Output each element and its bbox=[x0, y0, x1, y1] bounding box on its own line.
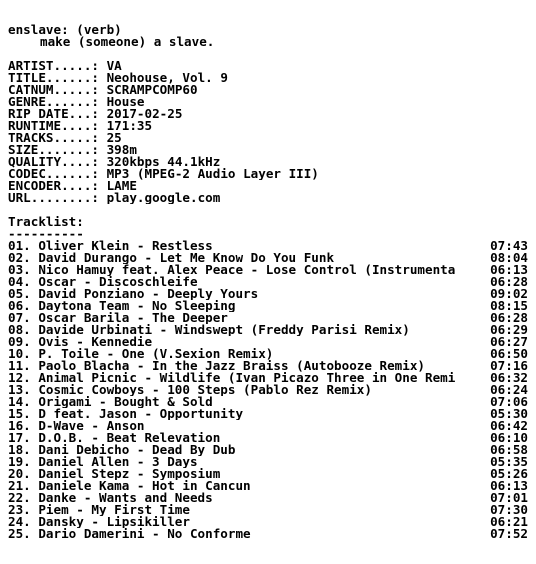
track-row bbox=[8, 528, 528, 540]
info-key: RUNTIME....: bbox=[8, 120, 99, 132]
track-duration: 06:58 bbox=[490, 442, 528, 457]
track-duration: 08:15 bbox=[490, 298, 528, 313]
tracklist-underline: ---------- bbox=[8, 228, 84, 240]
info-key: QUALITY....: bbox=[8, 156, 99, 168]
track-row bbox=[8, 516, 528, 528]
track-duration: 07:01 bbox=[490, 490, 528, 505]
release-info bbox=[8, 60, 528, 204]
info-value: LAME bbox=[106, 180, 137, 192]
track-duration: 06:28 bbox=[490, 310, 528, 325]
track-title: 05. David Ponziano - Deeply Yours bbox=[8, 288, 259, 300]
track-title: 13. Cosmic Cowboys - 100 Steps (Pablo Rez Remix) bbox=[8, 384, 372, 396]
track-duration: 06:32 bbox=[490, 370, 528, 385]
track-duration: 06:10 bbox=[490, 430, 528, 445]
track-row bbox=[8, 264, 528, 276]
track-row bbox=[8, 336, 528, 348]
track-row bbox=[8, 408, 528, 420]
track-title: 17. D.O.B. - Beat Relevation bbox=[8, 432, 221, 444]
track-duration: 06:50 bbox=[490, 346, 528, 361]
track-title: 04. Oscar - Discoschleife bbox=[8, 276, 198, 288]
spacer bbox=[8, 48, 528, 60]
track-row bbox=[8, 444, 528, 456]
info-key: CATNUM.....: bbox=[8, 84, 99, 96]
track-title: 24. Dansky - Lipsikiller bbox=[8, 516, 190, 528]
track-row bbox=[8, 276, 528, 288]
track-row bbox=[8, 384, 528, 396]
track-title: 22. Danke - Wants and Needs bbox=[8, 492, 213, 504]
track-duration: 05:26 bbox=[490, 466, 528, 481]
info-row bbox=[8, 96, 528, 108]
track-duration: 07:43 bbox=[490, 238, 528, 253]
track-title: 16. D-Wave - Anson bbox=[8, 420, 145, 432]
track-title: 09. Ovis - Kennedie bbox=[8, 336, 153, 348]
info-row bbox=[8, 144, 528, 156]
info-row bbox=[8, 60, 528, 72]
info-key: URL........: bbox=[8, 192, 99, 204]
track-title: 14. Origami - Bought & Sold bbox=[8, 396, 213, 408]
info-value: 398m bbox=[106, 144, 137, 156]
info-row bbox=[8, 108, 528, 120]
track-title: 08. Davide Urbinati - Windswept (Freddy Parisi Remix) bbox=[8, 324, 410, 336]
track-duration: 06:29 bbox=[490, 322, 528, 337]
track-title: 07. Oscar Barila - The Deeper bbox=[8, 312, 228, 324]
info-key: TITLE......: bbox=[8, 72, 99, 84]
track-duration: 08:04 bbox=[490, 250, 528, 265]
track-title: 19. Daniel Allen - 3 Days bbox=[8, 456, 198, 468]
info-value: House bbox=[106, 96, 145, 108]
track-title: 10. P. Toile - One (V.Sexion Remix) bbox=[8, 348, 274, 360]
track-duration: 06:13 bbox=[490, 478, 528, 493]
track-duration: 06:13 bbox=[490, 262, 528, 277]
info-key: CODEC......: bbox=[8, 168, 99, 180]
info-row bbox=[8, 192, 528, 204]
track-row bbox=[8, 252, 528, 264]
definition-headword: enslave: (verb) bbox=[8, 24, 122, 36]
info-value: VA bbox=[106, 60, 122, 72]
track-row bbox=[8, 420, 528, 432]
track-row bbox=[8, 288, 528, 300]
track-row bbox=[8, 468, 528, 480]
track-row bbox=[8, 504, 528, 516]
info-key: GENRE......: bbox=[8, 96, 99, 108]
info-value: MP3 (MPEG-2 Audio Layer III) bbox=[106, 168, 319, 180]
info-key: TRACKS.....: bbox=[8, 132, 99, 144]
track-row bbox=[8, 456, 528, 468]
info-row bbox=[8, 132, 528, 144]
track-title: 15. D feat. Jason - Opportunity bbox=[8, 408, 244, 420]
info-value: play.google.com bbox=[106, 192, 221, 204]
info-key: ENCODER....: bbox=[8, 180, 99, 192]
info-value: 320kbps 44.1kHz bbox=[106, 156, 221, 168]
track-duration: 06:42 bbox=[490, 418, 528, 433]
info-value: SCRAMPCOMP60 bbox=[106, 84, 198, 96]
track-row bbox=[8, 312, 528, 324]
track-row bbox=[8, 492, 528, 504]
info-key: RIP DATE...: bbox=[8, 108, 99, 120]
info-row bbox=[8, 180, 528, 192]
track-row bbox=[8, 360, 528, 372]
track-title: 11. Paolo Blacha - In the Jazz Braiss (Autobooze Remix) bbox=[8, 360, 426, 372]
track-title: 23. Piem - My First Time bbox=[8, 504, 190, 516]
track-row bbox=[8, 396, 528, 408]
track-duration: 05:35 bbox=[490, 454, 528, 469]
track-duration: 07:30 bbox=[490, 502, 528, 517]
track-duration: 07:06 bbox=[490, 394, 528, 409]
info-value: 171:35 bbox=[106, 120, 153, 132]
info-row bbox=[8, 120, 528, 132]
nfo-document bbox=[8, 24, 528, 540]
tracklist-heading: Tracklist: bbox=[8, 216, 84, 228]
track-duration: 06:28 bbox=[490, 274, 528, 289]
tracklist bbox=[8, 240, 528, 540]
info-row bbox=[8, 72, 528, 84]
track-title: 06. Daytona Team - No Sleeping bbox=[8, 300, 236, 312]
definition-text: make (someone) a slave. bbox=[40, 36, 215, 48]
track-duration: 06:24 bbox=[490, 382, 528, 397]
track-title: 03. Nico Hamuy feat. Alex Peace - Lose Control (Instrumenta bbox=[8, 264, 456, 276]
track-row bbox=[8, 372, 528, 384]
track-title: 18. Dani Debicho - Dead By Dub bbox=[8, 444, 236, 456]
track-duration: 07:52 bbox=[490, 526, 528, 541]
track-duration: 09:02 bbox=[490, 286, 528, 301]
track-duration: 06:27 bbox=[490, 334, 528, 349]
track-title: 01. Oliver Klein - Restless bbox=[8, 240, 213, 252]
info-row bbox=[8, 168, 528, 180]
track-row bbox=[8, 300, 528, 312]
track-duration: 05:30 bbox=[490, 406, 528, 421]
track-row bbox=[8, 240, 528, 252]
info-row bbox=[8, 84, 528, 96]
track-title: 12. Animal Picnic - Wildlife (Ivan Picazo Three in One Remi bbox=[8, 372, 456, 384]
spacer bbox=[8, 204, 528, 216]
track-duration: 06:21 bbox=[490, 514, 528, 529]
track-title: 25. Dario Damerini - No Conforme bbox=[8, 528, 251, 540]
info-key: SIZE.......: bbox=[8, 144, 99, 156]
info-value: 25 bbox=[106, 132, 122, 144]
track-duration: 07:16 bbox=[490, 358, 528, 373]
info-value: 2017-02-25 bbox=[106, 108, 183, 120]
track-row bbox=[8, 324, 528, 336]
track-row bbox=[8, 432, 528, 444]
info-row bbox=[8, 156, 528, 168]
track-title: 20. Daniel Stepz - Symposium bbox=[8, 468, 221, 480]
track-title: 02. David Durango - Let Me Know Do You Funk bbox=[8, 252, 335, 264]
track-title: 21. Daniele Kama - Hot in Cancun bbox=[8, 480, 251, 492]
track-row bbox=[8, 348, 528, 360]
info-key: ARTIST.....: bbox=[8, 60, 99, 72]
info-value: Neohouse, Vol. 9 bbox=[106, 72, 228, 84]
track-row bbox=[8, 480, 528, 492]
